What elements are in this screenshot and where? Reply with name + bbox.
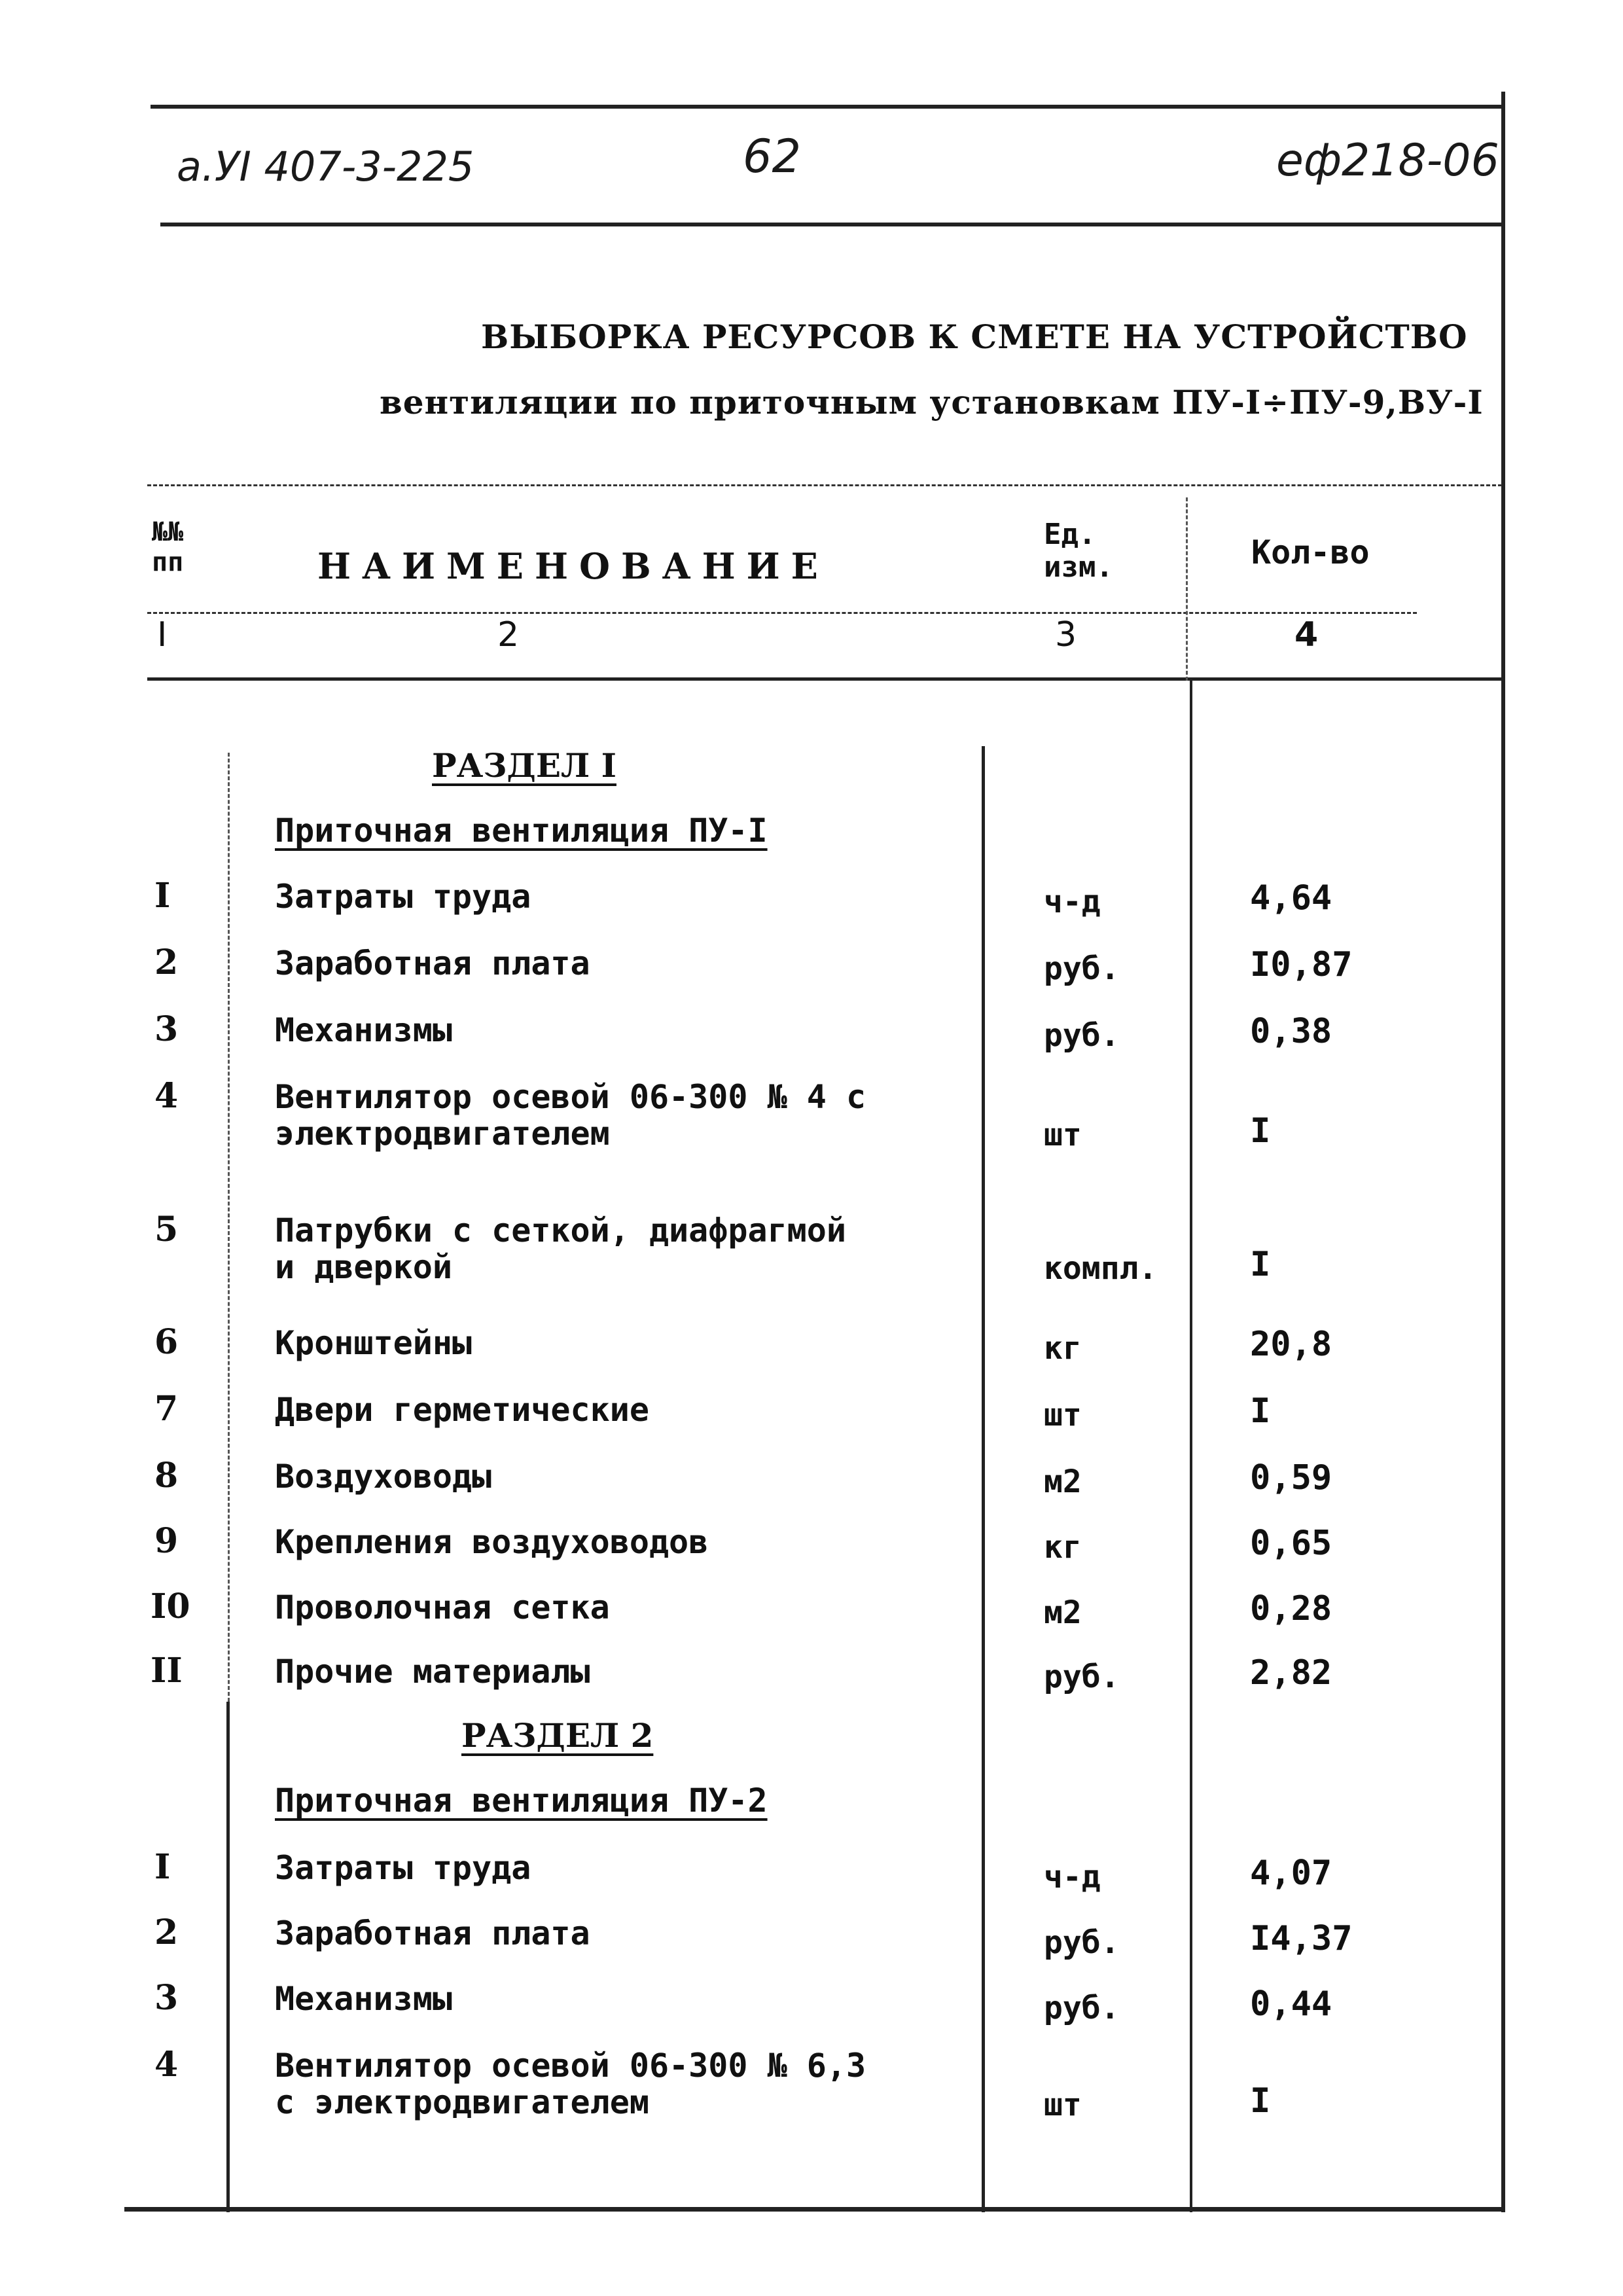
doc-ref-text: а.УI 407-3-225 [177,143,474,190]
row-name: Заработная плата [275,944,590,982]
row-qty: 0,38 [1250,1012,1332,1051]
row-unit: компл. [1044,1250,1158,1287]
header-qty-label: Кол-во [1251,533,1370,571]
row-unit: ч-д [1044,884,1101,920]
header-divider-line [160,223,1505,226]
row-qty: I [1250,1391,1271,1431]
colnum-4: 4 [1294,615,1319,655]
row-number: 3 [154,1978,179,2018]
colnum-1: I [157,615,168,655]
row-unit: руб. [1044,1017,1120,1054]
colnum-3: 3 [1055,615,1077,655]
table-colnum-rule [147,612,1417,614]
row-qty: I [1250,1245,1271,1284]
row-unit: руб. [1044,1659,1120,1695]
row-qty: I [1250,1111,1271,1151]
row-qty: 20,8 [1250,1325,1332,1364]
col-rule-qty [1190,681,1192,2212]
frame-right-line [1501,92,1505,2212]
row-qty: 2,82 [1250,1653,1332,1693]
row-name: Крепления воздуховодов [275,1523,709,1561]
row-unit: кг [1044,1529,1082,1566]
row-name: Прочие материалы [275,1653,590,1691]
row-number: 8 [154,1456,179,1496]
row-number: 2 [154,1912,179,1952]
row-qty: 4,07 [1250,1854,1332,1893]
header-name-label: НАИМЕНОВАНИЕ [317,545,829,587]
row-name: Затраты труда [275,1849,531,1887]
row-number: I0 [151,1587,190,1626]
doc-ref [177,143,474,190]
row-qty: 0,65 [1250,1524,1332,1563]
row-number: II [151,1651,183,1691]
row-unit: руб. [1044,1924,1120,1961]
section-2-subtitle: Приточная вентиляция ПУ-2 [275,1782,768,1820]
section-1-subtitle: Приточная вентиляция ПУ-I [275,812,768,850]
row-qty: 0,44 [1250,1984,1332,2024]
colnum-2: 2 [497,615,520,655]
row-unit: шт [1044,2087,1082,2123]
section-1-title: РАЗДЕЛ I [432,746,616,785]
row-number: 4 [154,1076,179,1116]
header-unit-label: Ед. изм. [1044,518,1113,584]
row-unit: м2 [1044,1463,1082,1500]
row-number: 7 [154,1389,179,1429]
table-header-bottom-line [147,677,1505,681]
title-line-2: вентиляции по приточным установкам ПУ-I÷ПУ-9,ВУ-I [380,383,1484,422]
row-name: Механизмы [275,1011,452,1049]
row-qty: 0,59 [1250,1458,1332,1498]
row-qty: 0,28 [1250,1589,1332,1628]
row-number: I [154,1847,171,1887]
row-name: Кронштейны [275,1324,473,1362]
row-qty: I0,87 [1250,945,1353,984]
row-name: Механизмы [275,1980,452,2018]
row-name: Вентилятор осевой 06-300 № 4 с электродвигателем [275,1078,866,1153]
header-num-label: №№ пп [152,517,184,577]
row-unit: шт [1044,1117,1082,1153]
row-number: I [154,876,171,916]
row-number: 4 [154,2045,179,2085]
page-number: 62 [743,130,802,183]
table-top-rule [147,484,1502,486]
row-unit: руб. [1044,1990,1120,2026]
row-number: 9 [154,1521,179,1561]
row-unit: ч-д [1044,1859,1101,1895]
frame-bottom-line [124,2207,1505,2212]
title-line-1: ВЫБОРКА РЕСУРСОВ К СМЕТЕ НА УСТРОЙСТВО [481,317,1468,356]
row-qty: 4,64 [1250,878,1332,918]
row-qty: I4,37 [1250,1919,1353,1958]
col-rule-qty-header [1186,497,1188,681]
row-name: Заработная плата [275,1914,590,1952]
frame-top-line [151,105,1505,109]
row-unit: руб. [1044,950,1120,987]
row-number: 5 [154,1210,179,1249]
sheet-code: еф218-06 [1276,135,1499,187]
section-2-title: РАЗДЕЛ 2 [461,1716,654,1755]
row-name: Затраты труда [275,878,531,916]
col-rule-num-sec2 [226,1702,230,2212]
row-unit: м2 [1044,1594,1082,1631]
col-rule-unit [982,746,985,2212]
col-rule-num-sec1 [228,753,230,1702]
row-name: Вентилятор осевой 06-300 № 6,3 с электродвигателем [275,2047,866,2121]
row-number: 2 [154,942,179,982]
row-name: Проволочная сетка [275,1588,610,1626]
row-unit: шт [1044,1397,1082,1433]
row-number: 6 [154,1322,179,1362]
row-name: Патрубки с сеткой, диафрагмой и дверкой [275,1211,846,1286]
row-number: 3 [154,1009,179,1049]
row-unit: кг [1044,1330,1082,1367]
row-qty: I [1250,2081,1271,2121]
row-name: Воздуховоды [275,1458,492,1496]
row-name: Двери герметические [275,1391,649,1429]
